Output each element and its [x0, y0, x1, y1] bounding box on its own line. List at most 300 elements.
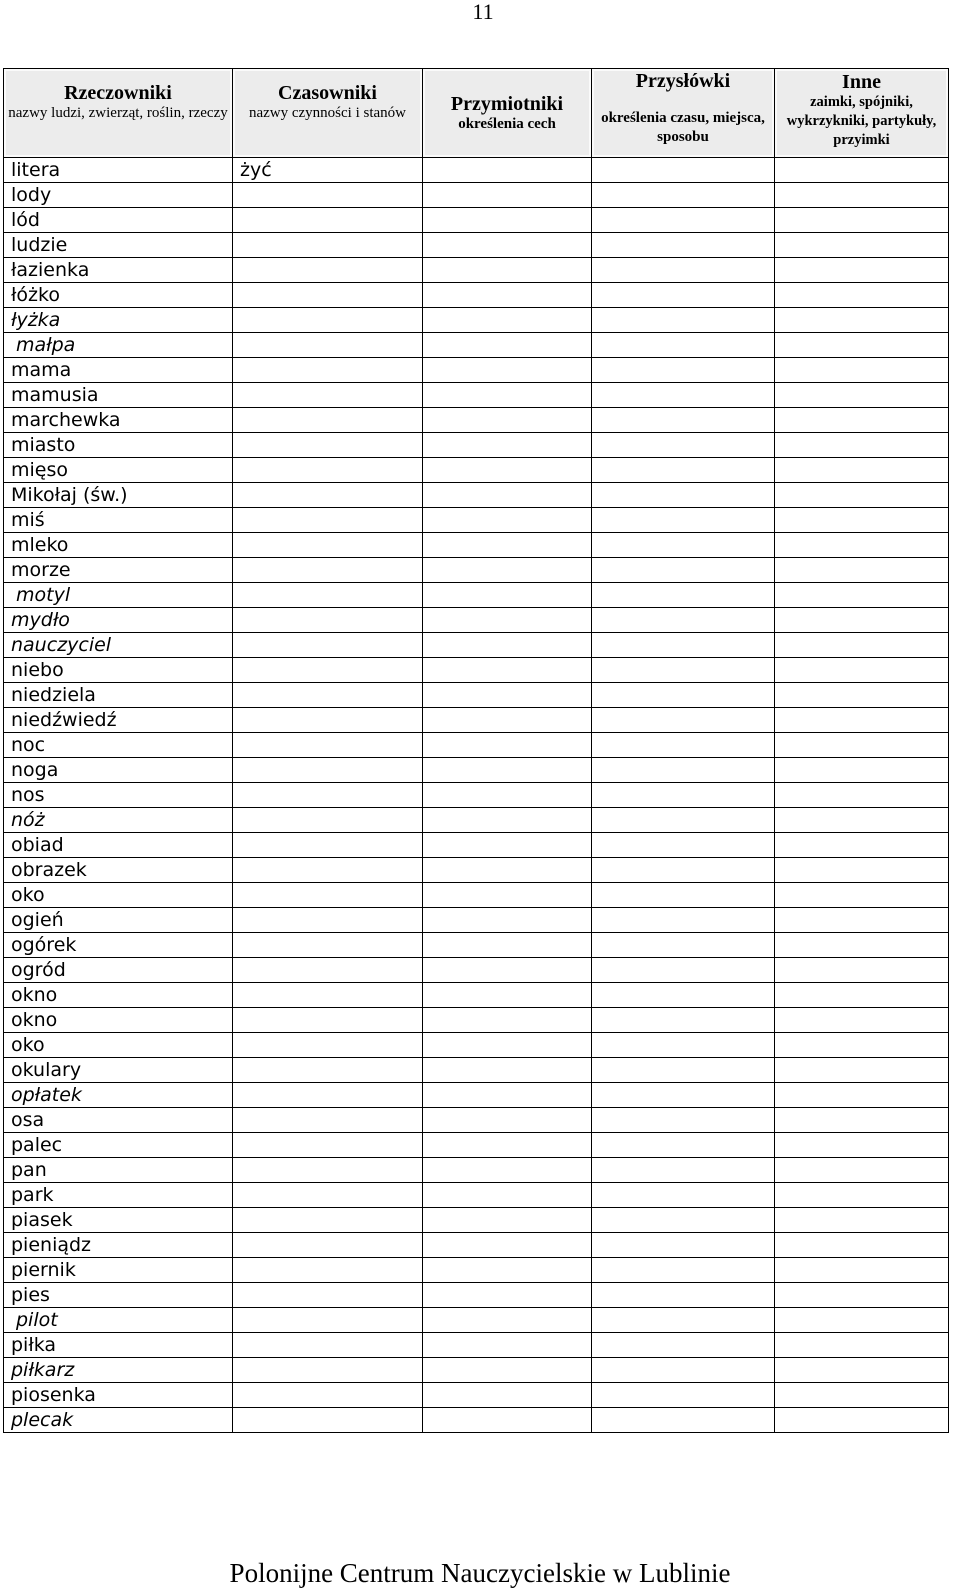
cell-czasownik: [233, 1383, 423, 1408]
cell-rzeczownik: pilot: [4, 1308, 233, 1333]
cell-przyslowek: [592, 183, 775, 208]
cell-przyslowek: [592, 233, 775, 258]
cell-czasownik: [233, 733, 423, 758]
cell-rzeczownik: piosenka: [4, 1383, 233, 1408]
table-row: [4, 758, 949, 783]
cell-czasownik: [233, 683, 423, 708]
cell-przymiotnik: [423, 1033, 592, 1058]
cell-przymiotnik: [423, 508, 592, 533]
cell-przyslowek: [592, 858, 775, 883]
cell-przymiotnik: [423, 208, 592, 233]
cell-inne: [775, 1233, 949, 1258]
cell-rzeczownik: nóż: [4, 808, 233, 833]
cell-czasownik: [233, 633, 423, 658]
cell-czasownik: [233, 758, 423, 783]
header-subtitle: nazwy ludzi, zwierząt, roślin, rzeczy: [8, 105, 228, 121]
cell-czasownik: [233, 208, 423, 233]
header-title: Czasowniki: [278, 82, 377, 104]
cell-inne: [775, 1083, 949, 1108]
table-row: [4, 458, 949, 483]
cell-rzeczownik: łyżka: [4, 308, 233, 333]
cell-rzeczownik: piłkarz: [4, 1358, 233, 1383]
cell-przymiotnik: [423, 233, 592, 258]
cell-inne: [775, 1283, 949, 1308]
cell-rzeczownik: ludzie: [4, 233, 233, 258]
table-row: [4, 1383, 949, 1408]
cell-inne: [775, 958, 949, 983]
header-przymiotniki: [423, 69, 592, 158]
table-row: [4, 308, 949, 333]
table-row: [4, 508, 949, 533]
cell-przyslowek: [592, 683, 775, 708]
cell-inne: [775, 558, 949, 583]
cell-przyslowek: [592, 1058, 775, 1083]
cell-przyslowek: [592, 958, 775, 983]
cell-inne: [775, 183, 949, 208]
cell-przymiotnik: [423, 533, 592, 558]
cell-przymiotnik: [423, 1133, 592, 1158]
cell-przyslowek: [592, 1083, 775, 1108]
cell-rzeczownik: lody: [4, 183, 233, 208]
cell-inne: [775, 683, 949, 708]
cell-rzeczownik: oko: [4, 1033, 233, 1058]
cell-przymiotnik: [423, 383, 592, 408]
cell-inne: [775, 158, 949, 183]
cell-czasownik: [233, 1158, 423, 1183]
cell-inne: [775, 283, 949, 308]
cell-inne: [775, 1408, 949, 1433]
cell-przymiotnik: [423, 1183, 592, 1208]
cell-inne: [775, 633, 949, 658]
cell-czasownik: [233, 958, 423, 983]
cell-rzeczownik: okno: [4, 983, 233, 1008]
cell-inne: [775, 408, 949, 433]
cell-przyslowek: [592, 283, 775, 308]
table-row: [4, 1133, 949, 1158]
cell-przyslowek: [592, 608, 775, 633]
cell-przymiotnik: [423, 933, 592, 958]
cell-czasownik: [233, 483, 423, 508]
cell-czasownik: [233, 258, 423, 283]
cell-przyslowek: [592, 1158, 775, 1183]
cell-czasownik: [233, 1033, 423, 1058]
cell-przymiotnik: [423, 908, 592, 933]
cell-inne: [775, 1058, 949, 1083]
cell-inne: [775, 1108, 949, 1133]
cell-czasownik: [233, 1108, 423, 1133]
cell-przymiotnik: [423, 458, 592, 483]
table-row: [4, 1333, 949, 1358]
table-row: [4, 1233, 949, 1258]
cell-przymiotnik: [423, 1408, 592, 1433]
table-row: [4, 1408, 949, 1433]
table-row: [4, 683, 949, 708]
table-row: [4, 483, 949, 508]
cell-przyslowek: [592, 1258, 775, 1283]
cell-rzeczownik: piłka: [4, 1333, 233, 1358]
cell-inne: [775, 708, 949, 733]
table-row: [4, 383, 949, 408]
cell-rzeczownik: nos: [4, 783, 233, 808]
cell-czasownik: [233, 608, 423, 633]
cell-rzeczownik: mięso: [4, 458, 233, 483]
cell-przymiotnik: [423, 1358, 592, 1383]
cell-przyslowek: [592, 758, 775, 783]
cell-czasownik: [233, 808, 423, 833]
cell-przymiotnik: [423, 858, 592, 883]
cell-czasownik: [233, 333, 423, 358]
table-row: [4, 533, 949, 558]
cell-czasownik: [233, 933, 423, 958]
table-row: [4, 958, 949, 983]
cell-przymiotnik: [423, 608, 592, 633]
cell-czasownik: [233, 783, 423, 808]
table-row: [4, 583, 949, 608]
cell-przyslowek: [592, 1383, 775, 1408]
word-classification-table: [3, 68, 949, 1433]
cell-czasownik: [233, 1183, 423, 1208]
cell-przymiotnik: [423, 158, 592, 183]
cell-rzeczownik: mydło: [4, 608, 233, 633]
cell-przyslowek: [592, 508, 775, 533]
cell-przymiotnik: [423, 808, 592, 833]
cell-przymiotnik: [423, 408, 592, 433]
cell-inne: [775, 983, 949, 1008]
cell-przymiotnik: [423, 683, 592, 708]
cell-rzeczownik: oko: [4, 883, 233, 908]
cell-czasownik: [233, 1408, 423, 1433]
cell-rzeczownik: ogórek: [4, 933, 233, 958]
header-rzeczowniki: [4, 69, 233, 158]
table-row: [4, 1033, 949, 1058]
cell-rzeczownik: okulary: [4, 1058, 233, 1083]
cell-przyslowek: [592, 358, 775, 383]
table-row: [4, 158, 949, 183]
cell-przymiotnik: [423, 1208, 592, 1233]
cell-przymiotnik: [423, 883, 592, 908]
table-row: [4, 1208, 949, 1233]
cell-rzeczownik: miś: [4, 508, 233, 533]
cell-inne: [775, 583, 949, 608]
cell-inne: [775, 733, 949, 758]
table-header-row: [4, 69, 949, 158]
cell-rzeczownik: obrazek: [4, 858, 233, 883]
cell-czasownik: [233, 1358, 423, 1383]
cell-inne: [775, 933, 949, 958]
cell-przymiotnik: [423, 758, 592, 783]
cell-rzeczownik: ogród: [4, 958, 233, 983]
cell-inne: [775, 508, 949, 533]
table-row: [4, 883, 949, 908]
cell-inne: [775, 533, 949, 558]
cell-rzeczownik: park: [4, 1183, 233, 1208]
cell-przyslowek: [592, 458, 775, 483]
cell-inne: [775, 833, 949, 858]
cell-rzeczownik: palec: [4, 1133, 233, 1158]
cell-inne: [775, 1008, 949, 1033]
header-title: Rzeczowniki: [64, 82, 172, 104]
cell-przyslowek: [592, 1208, 775, 1233]
table-row: [4, 908, 949, 933]
cell-czasownik: [233, 858, 423, 883]
header-subtitle: nazwy czynności i stanów: [248, 105, 407, 121]
cell-inne: [775, 333, 949, 358]
cell-czasownik: [233, 408, 423, 433]
cell-przyslowek: [592, 383, 775, 408]
cell-przyslowek: [592, 408, 775, 433]
cell-inne: [775, 783, 949, 808]
cell-inne: [775, 233, 949, 258]
cell-inne: [775, 1133, 949, 1158]
cell-rzeczownik: ogień: [4, 908, 233, 933]
cell-przyslowek: [592, 158, 775, 183]
cell-przyslowek: [592, 1133, 775, 1158]
table-row: [4, 1258, 949, 1283]
cell-rzeczownik: marchewka: [4, 408, 233, 433]
table-row: [4, 633, 949, 658]
cell-przymiotnik: [423, 983, 592, 1008]
cell-rzeczownik: łazienka: [4, 258, 233, 283]
cell-przyslowek: [592, 1408, 775, 1433]
table-row: [4, 1183, 949, 1208]
cell-rzeczownik: lód: [4, 208, 233, 233]
cell-przyslowek: [592, 333, 775, 358]
table-row: [4, 558, 949, 583]
cell-inne: [775, 1158, 949, 1183]
table-row: [4, 433, 949, 458]
cell-przyslowek: [592, 1308, 775, 1333]
cell-rzeczownik: noga: [4, 758, 233, 783]
cell-inne: [775, 1333, 949, 1358]
cell-przymiotnik: [423, 258, 592, 283]
cell-przyslowek: [592, 1233, 775, 1258]
cell-przymiotnik: [423, 1108, 592, 1133]
cell-przyslowek: [592, 1108, 775, 1133]
cell-przyslowek: [592, 583, 775, 608]
table-row: [4, 733, 949, 758]
table-row: [4, 283, 949, 308]
cell-czasownik: [233, 883, 423, 908]
cell-przyslowek: [592, 208, 775, 233]
cell-czasownik: [233, 1008, 423, 1033]
cell-rzeczownik: Mikołaj (św.): [4, 483, 233, 508]
footer: Polonijne Centrum Nauczycielskie w Lublinie: [229, 1558, 731, 1588]
cell-czasownik: [233, 383, 423, 408]
cell-czasownik: [233, 1083, 423, 1108]
cell-przyslowek: [592, 883, 775, 908]
cell-przyslowek: [592, 983, 775, 1008]
cell-przyslowek: [592, 833, 775, 858]
cell-przymiotnik: [423, 283, 592, 308]
cell-rzeczownik: noc: [4, 733, 233, 758]
cell-przymiotnik: [423, 333, 592, 358]
cell-przymiotnik: [423, 183, 592, 208]
table-row: [4, 408, 949, 433]
cell-czasownik: [233, 233, 423, 258]
cell-inne: [775, 883, 949, 908]
cell-rzeczownik: osa: [4, 1108, 233, 1133]
cell-przymiotnik: [423, 358, 592, 383]
cell-przyslowek: [592, 908, 775, 933]
cell-inne: [775, 758, 949, 783]
cell-czasownik: [233, 1283, 423, 1308]
table-row: [4, 258, 949, 283]
table-row: [4, 608, 949, 633]
cell-przymiotnik: [423, 483, 592, 508]
cell-przymiotnik: [423, 1333, 592, 1358]
cell-przyslowek: [592, 433, 775, 458]
cell-inne: [775, 1383, 949, 1408]
cell-przyslowek: [592, 558, 775, 583]
header-subtitle: określenia cech: [458, 116, 556, 132]
cell-inne: [775, 908, 949, 933]
cell-inne: [775, 608, 949, 633]
cell-inne: [775, 383, 949, 408]
cell-przyslowek: [592, 933, 775, 958]
cell-rzeczownik: okno: [4, 1008, 233, 1033]
cell-przyslowek: [592, 483, 775, 508]
cell-czasownik: [233, 358, 423, 383]
cell-przymiotnik: [423, 658, 592, 683]
cell-przyslowek: [592, 1033, 775, 1058]
cell-czasownik: [233, 658, 423, 683]
table-row: [4, 333, 949, 358]
cell-rzeczownik: mamusia: [4, 383, 233, 408]
header-inne: [775, 69, 949, 158]
cell-czasownik: [233, 1233, 423, 1258]
cell-przyslowek: [592, 1183, 775, 1208]
cell-rzeczownik: plecak: [4, 1408, 233, 1433]
cell-przymiotnik: [423, 1083, 592, 1108]
cell-rzeczownik: niebo: [4, 658, 233, 683]
cell-przyslowek: [592, 1008, 775, 1033]
cell-czasownik: [233, 583, 423, 608]
cell-czasownik: [233, 833, 423, 858]
header-przyslowki: [592, 69, 775, 158]
cell-czasownik: [233, 283, 423, 308]
table-row: [4, 808, 949, 833]
cell-rzeczownik: nauczyciel: [4, 633, 233, 658]
cell-inne: [775, 458, 949, 483]
cell-przymiotnik: [423, 958, 592, 983]
cell-rzeczownik: pan: [4, 1158, 233, 1183]
cell-czasownik: [233, 458, 423, 483]
cell-przyslowek: [592, 1333, 775, 1358]
table-row: [4, 1108, 949, 1133]
table-row: [4, 983, 949, 1008]
cell-czasownik: [233, 1333, 423, 1358]
table-row: [4, 858, 949, 883]
cell-przymiotnik: [423, 708, 592, 733]
cell-przymiotnik: [423, 1383, 592, 1408]
cell-przyslowek: [592, 633, 775, 658]
cell-inne: [775, 1258, 949, 1283]
cell-przyslowek: [592, 808, 775, 833]
cell-przyslowek: [592, 1358, 775, 1383]
cell-czasownik: [233, 183, 423, 208]
table-row: [4, 658, 949, 683]
cell-rzeczownik: morze: [4, 558, 233, 583]
cell-inne: [775, 658, 949, 683]
table-row: [4, 208, 949, 233]
cell-przymiotnik: [423, 1258, 592, 1283]
cell-czasownik: [233, 1058, 423, 1083]
cell-rzeczownik: opłatek: [4, 1083, 233, 1108]
cell-inne: [775, 208, 949, 233]
cell-czasownik: [233, 508, 423, 533]
page-number: 11: [472, 0, 494, 24]
cell-czasownik: [233, 1308, 423, 1333]
cell-inne: [775, 433, 949, 458]
cell-czasownik: [233, 983, 423, 1008]
cell-przymiotnik: [423, 1058, 592, 1083]
cell-inne: [775, 1358, 949, 1383]
table-row: [4, 708, 949, 733]
cell-rzeczownik: niedziela: [4, 683, 233, 708]
cell-przymiotnik: [423, 308, 592, 333]
cell-inne: [775, 308, 949, 333]
cell-czasownik: [233, 308, 423, 333]
cell-rzeczownik: motyl: [4, 583, 233, 608]
cell-inne: [775, 258, 949, 283]
table-row: [4, 1308, 949, 1333]
cell-przymiotnik: [423, 1283, 592, 1308]
cell-przymiotnik: [423, 583, 592, 608]
cell-inne: [775, 483, 949, 508]
cell-inne: [775, 1183, 949, 1208]
cell-rzeczownik: miasto: [4, 433, 233, 458]
cell-przymiotnik: [423, 833, 592, 858]
header-subtitle: zaimki, spójniki, wykrzykniki, partykuły, przyimki: [786, 94, 937, 148]
table-row: [4, 1158, 949, 1183]
cell-rzeczownik: małpa: [4, 333, 233, 358]
cell-przymiotnik: [423, 783, 592, 808]
cell-przyslowek: [592, 308, 775, 333]
cell-przyslowek: [592, 658, 775, 683]
cell-rzeczownik: pieniądz: [4, 1233, 233, 1258]
cell-przymiotnik: [423, 633, 592, 658]
cell-rzeczownik: mleko: [4, 533, 233, 558]
table-row: [4, 933, 949, 958]
cell-przyslowek: [592, 733, 775, 758]
cell-rzeczownik: litera: [4, 158, 233, 183]
header-subtitle: określenia czasu, miejsca, sposobu: [601, 110, 765, 145]
cell-przymiotnik: [423, 1158, 592, 1183]
cell-rzeczownik: piernik: [4, 1258, 233, 1283]
cell-przyslowek: [592, 533, 775, 558]
cell-czasownik: [233, 558, 423, 583]
cell-rzeczownik: niedźwiedź: [4, 708, 233, 733]
cell-czasownik: [233, 908, 423, 933]
cell-przyslowek: [592, 783, 775, 808]
cell-przymiotnik: [423, 1233, 592, 1258]
cell-czasownik: [233, 1208, 423, 1233]
cell-rzeczownik: łóżko: [4, 283, 233, 308]
cell-przyslowek: [592, 258, 775, 283]
cell-rzeczownik: piasek: [4, 1208, 233, 1233]
cell-rzeczownik: mama: [4, 358, 233, 383]
table-row: [4, 1008, 949, 1033]
cell-czasownik: [233, 1133, 423, 1158]
header-title: Inne: [842, 71, 881, 93]
cell-przymiotnik: [423, 1308, 592, 1333]
cell-czasownik: [233, 433, 423, 458]
cell-czasownik: [233, 1258, 423, 1283]
table-row: [4, 833, 949, 858]
cell-inne: [775, 1033, 949, 1058]
cell-przyslowek: [592, 1283, 775, 1308]
cell-przyslowek: [592, 708, 775, 733]
